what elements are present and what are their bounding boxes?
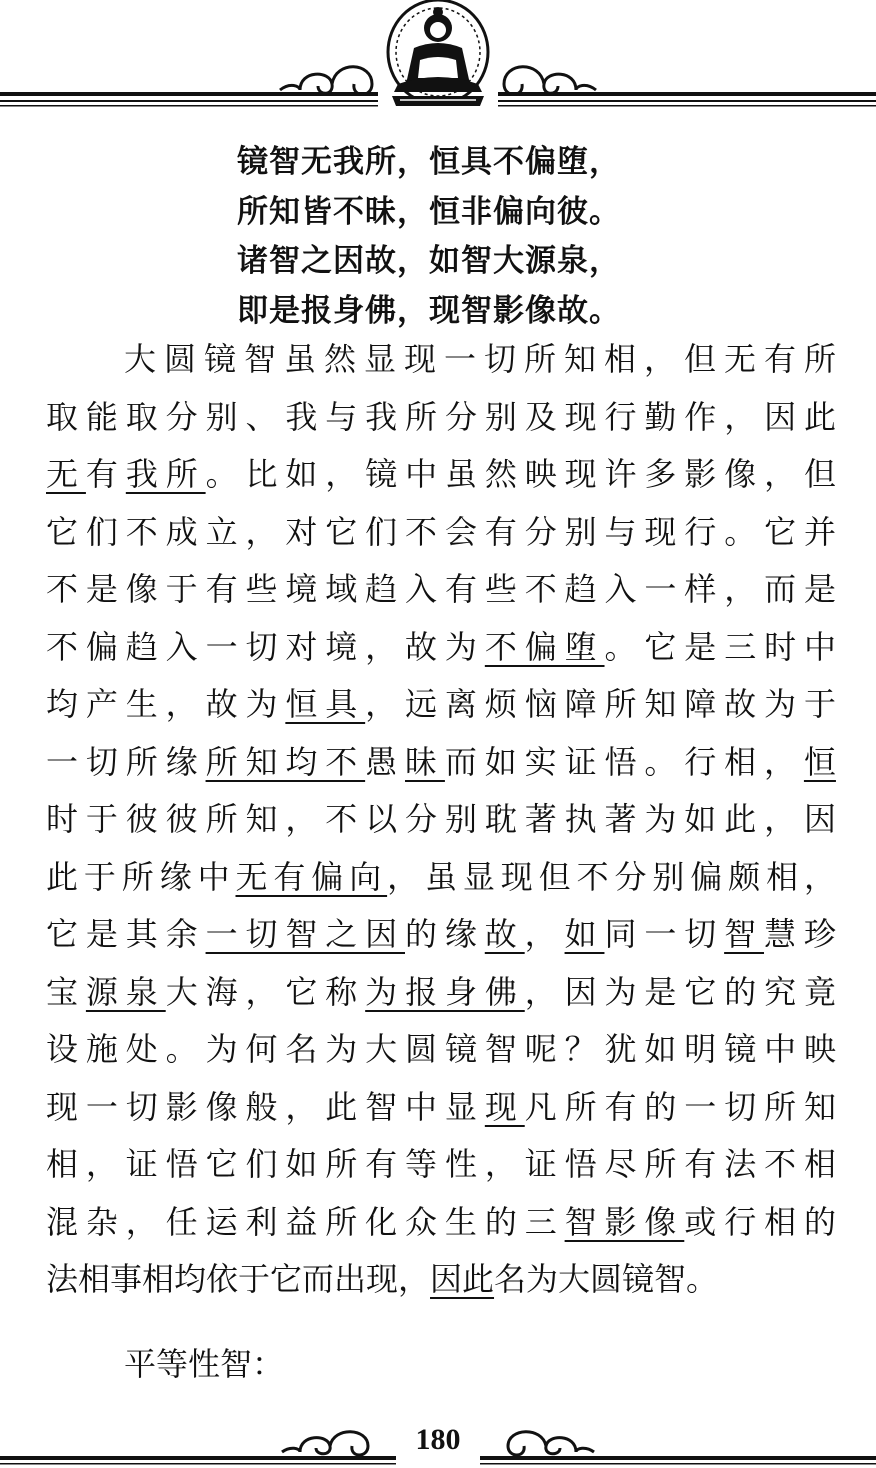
body-line — [46, 734, 836, 792]
underlined-text: 因此 — [430, 1260, 495, 1298]
body-text: ，虽显现但不分别偏颇相， — [387, 857, 836, 896]
verse-block — [237, 138, 757, 336]
body-text: ，远离烦恼障所知障故为于 — [365, 685, 836, 723]
underlined-text: 恒 — [803, 742, 836, 781]
body-text: 宝 — [46, 972, 86, 1011]
body-text: 名为大圆镜智。 — [494, 1260, 719, 1298]
body-text: 取能取分别、我与我所分别及现行勤作，因此 — [46, 397, 836, 436]
underlined-text: 无有偏向 — [235, 857, 388, 896]
body-text: 它是其余 — [46, 915, 206, 953]
underlined-text: 故 — [484, 915, 525, 953]
body-line — [46, 1021, 836, 1079]
body-text: 不是像于有些境域趋入有些不趋入一样，而是 — [46, 570, 836, 608]
body-text: 法相事相均依于它而出现， — [46, 1260, 431, 1298]
body-line — [46, 1194, 836, 1252]
verse-line: 镜智无我所，恒具不偏堕， — [237, 144, 621, 180]
body-line — [46, 446, 836, 504]
body-line — [46, 561, 836, 619]
underlined-text: 如 — [564, 915, 605, 953]
body-text: 一切所缘 — [46, 742, 206, 781]
underlined-text: 智影像 — [564, 1202, 685, 1241]
body-text: 时于彼彼所知，不以分别耽著执著为如此，因 — [46, 800, 836, 838]
body-text: ， — [524, 915, 565, 953]
header-ornament-graphic — [0, 0, 876, 118]
page-header-ornament — [0, 0, 876, 118]
body-text: 凡所有的一切所知 — [524, 1087, 836, 1126]
body-line — [46, 1251, 836, 1309]
body-line — [46, 619, 836, 677]
underlined-text: 一切智之因 — [205, 915, 405, 953]
body-text: 愚 — [365, 742, 406, 781]
commentary-body — [46, 331, 836, 1309]
right-cloud-icon — [504, 67, 596, 95]
body-text: 或行相的 — [684, 1202, 836, 1241]
body-line — [46, 1136, 836, 1194]
body-text: 大圆镜智虽然显现一切所知相，但无有所 — [124, 340, 836, 378]
seated-buddha-icon — [388, 0, 488, 106]
underlined-text: 无 — [46, 455, 86, 493]
body-text: 有 — [85, 455, 126, 493]
body-text: 。比如，镜中虽然映现许多影像，但 — [205, 455, 836, 493]
verse-line: 诸智之因故，如智大源泉， — [237, 243, 621, 279]
body-text: 而如实证悟。行相， — [444, 742, 804, 781]
left-cloud-icon — [280, 67, 372, 95]
body-line — [46, 676, 836, 734]
body-text: 同一切 — [604, 915, 725, 953]
body-text: 的缘 — [405, 915, 485, 953]
underlined-text: 不偏堕 — [484, 627, 605, 666]
body-text: 相，证悟它们如所有等性，证悟尽所有法不相 — [46, 1145, 836, 1183]
body-text: 它们不成立，对它们不会有分别与现行。它并 — [46, 512, 836, 551]
underlined-text: 昧 — [405, 742, 445, 781]
underlined-text: 所知均不 — [205, 742, 366, 781]
body-line — [46, 389, 836, 447]
underlined-text: 现 — [484, 1087, 525, 1126]
body-text: 此于所缘中 — [46, 857, 236, 896]
section-title: 平等性智： — [124, 1345, 285, 1383]
underlined-text: 为报身佛 — [365, 972, 525, 1011]
body-text: 不偏趋入一切对境，故为 — [46, 627, 485, 666]
body-text: 大海，它称 — [165, 972, 366, 1011]
underlined-text: 源泉 — [85, 972, 166, 1011]
body-text: ，因为是它的究竟 — [524, 972, 836, 1011]
body-line — [46, 504, 836, 562]
body-text: 均产生，故为 — [46, 685, 286, 723]
body-line — [46, 1079, 836, 1137]
body-text: 设施处。为何名为大圆镜智呢？犹如明镜中映 — [46, 1030, 836, 1068]
body-text: 现一切影像般，此智中显 — [46, 1087, 485, 1126]
body-text: 慧珍 — [764, 915, 836, 953]
page-number: 180 — [415, 1423, 461, 1456]
body-text: 。它是三时中 — [604, 627, 836, 666]
verse-line: 即是报身佛，现智影像故。 — [237, 292, 621, 329]
underlined-text: 智 — [724, 915, 765, 953]
body-line — [46, 849, 836, 907]
verse-line: 所知皆不昧，恒非偏向彼。 — [237, 193, 621, 230]
body-line — [46, 331, 836, 389]
body-line — [46, 791, 836, 849]
body-text: 混杂，任运利益所化众生的三 — [46, 1202, 565, 1241]
body-line — [46, 964, 836, 1022]
underlined-text: 恒具 — [285, 685, 366, 723]
body-line — [46, 906, 836, 964]
underlined-text: 我所 — [125, 455, 206, 493]
